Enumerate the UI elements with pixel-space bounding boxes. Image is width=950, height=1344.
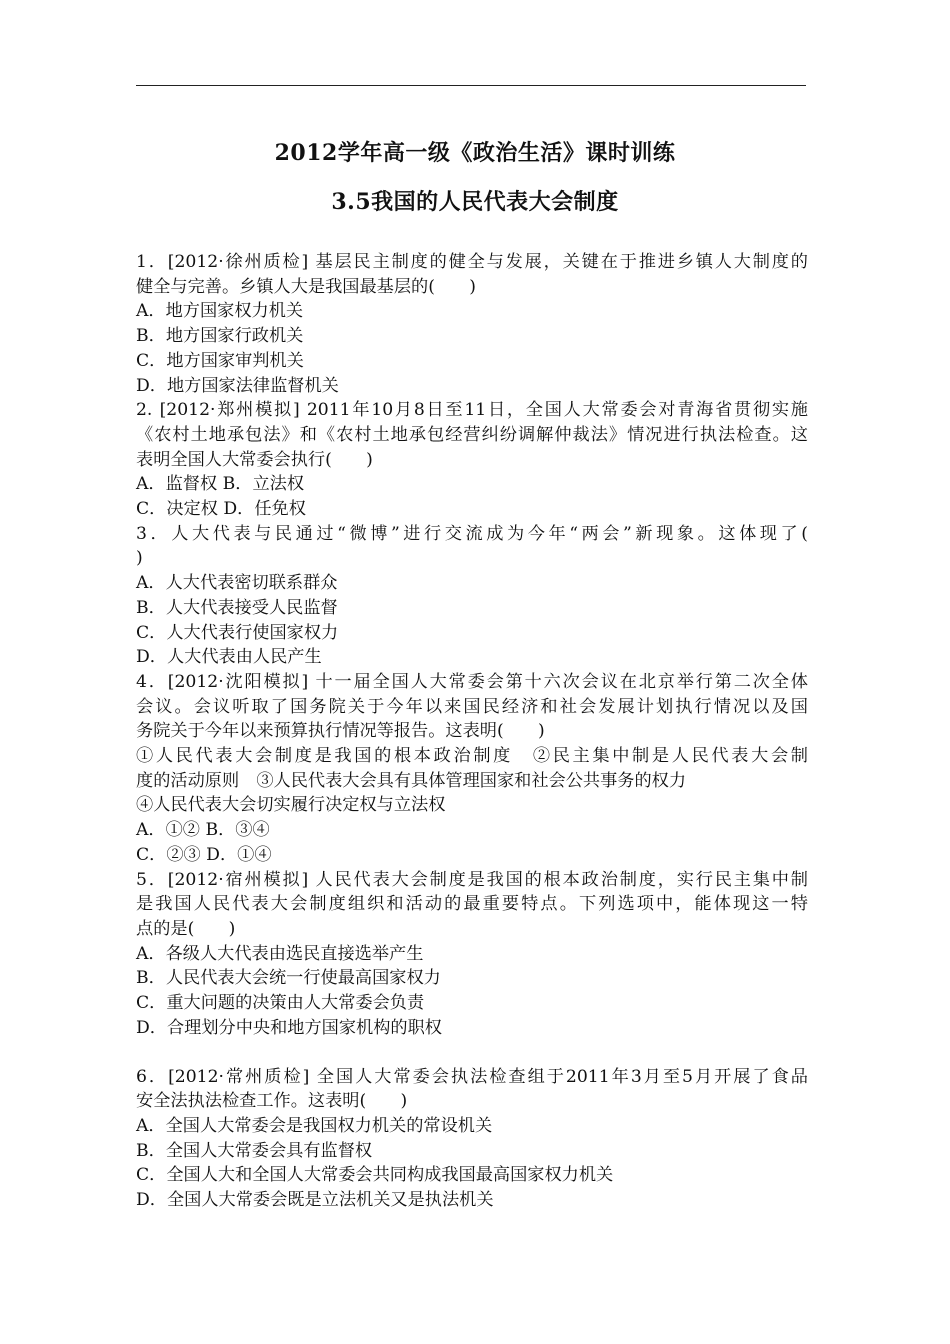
option-b: B．地方国家行政机关 xyxy=(136,326,304,347)
statement-line: ④人民代表大会切实履行决定权与立法权 xyxy=(136,795,446,816)
option-d: D．地方国家法律监督机关 xyxy=(136,375,339,396)
question-text-line: 6．[2012·常州质检] 全国人大常委会执法检查组于2011年3月至5月开展了食品 xyxy=(136,1066,808,1087)
question-2 xyxy=(136,398,808,522)
question-text-line: 点的是( ) xyxy=(136,918,236,939)
option-b: B．人民代表大会统一行使最高国家权力 xyxy=(136,968,441,989)
option-a: A．各级人大代表由选民直接选举产生 xyxy=(136,943,424,964)
option-d: D．合理划分中央和地方国家机构的职权 xyxy=(136,1017,442,1038)
question-text-line: 5．[2012·宿州模拟] 人民代表大会制度是我国的根本政治制度，实行民主集中制 xyxy=(136,869,808,890)
option-ab: A．①② B．③④ xyxy=(136,820,270,841)
option-ab: A．监督权 B．立法权 xyxy=(136,474,305,495)
option-d: D．全国人大常委会既是立法机关又是执法机关 xyxy=(136,1190,494,1211)
header-rule xyxy=(136,85,806,86)
question-text-line: 2. [2012·郑州模拟] 2011年10月8日至11日，全国人大常委会对青海省贯彻实施 xyxy=(136,400,808,421)
question-text-line: 表明全国人大常委会执行( ) xyxy=(136,449,373,470)
option-c: C．重大问题的决策由人大常委会负责 xyxy=(136,993,425,1014)
question-text-line: 4．[2012·沈阳模拟] 十一届全国人大常委会第十六次会议在北京举行第二次全体 xyxy=(136,671,808,692)
option-c: C．地方国家审判机关 xyxy=(136,350,304,371)
option-d: D．人大代表由人民产生 xyxy=(136,647,322,668)
question-text-line: 安全法执法检查工作。这表明( ) xyxy=(136,1091,408,1112)
question-text-line: 1．[2012·徐州质检] 基层民主制度的健全与发展，关键在于推进乡镇人大制度的 xyxy=(136,252,808,272)
question-5 xyxy=(136,868,808,1041)
option-a: A．人大代表密切联系群众 xyxy=(136,573,338,594)
option-cd: C．决定权 D．任免权 xyxy=(136,499,306,520)
question-3 xyxy=(136,522,808,670)
option-b: B．人大代表接受人民监督 xyxy=(136,597,338,618)
question-text-line: ) xyxy=(136,548,143,569)
blank-line xyxy=(136,1041,808,1065)
question-text-line: 务院关于今年以来预算执行情况等报告。这表明( ) xyxy=(136,721,545,742)
statement-line: 度的活动原则 ③人民代表大会具有具体管理国家和社会公共事务的权力 xyxy=(136,770,687,791)
option-c: C．全国人大和全国人大常委会共同构成我国最高国家权力机关 xyxy=(136,1165,614,1186)
page-subtitle: 3.5我国的人民代表大会制度 xyxy=(331,189,619,215)
question-text-line: 会议。会议听取了国务院关于今年以来国民经济和社会发展计划执行情况以及国 xyxy=(136,696,808,717)
question-text-line: 3．人大代表与民通过“微博”进行交流成为今年“两会”新现象。这体现了( xyxy=(136,523,808,544)
question-text-line: 《农村土地承包法》和《农村土地承包经营纠纷调解仲裁法》情况进行执法检查。这 xyxy=(136,424,808,445)
option-a: A．地方国家权力机关 xyxy=(136,301,304,322)
option-a: A．全国人大常委会是我国权力机关的常设机关 xyxy=(136,1115,493,1136)
option-cd: C．②③ D．①④ xyxy=(136,844,272,865)
question-list xyxy=(136,250,808,1213)
question-6 xyxy=(136,1065,808,1213)
option-b: B．全国人大常委会具有监督权 xyxy=(136,1140,373,1161)
page-title: 2012学年高一级《政治生活》课时训练 xyxy=(274,140,676,166)
question-1 xyxy=(136,250,808,398)
statement-line: ①人民代表大会制度是我国的根本政治制度 ②民主集中制是人民代表大会制 xyxy=(136,746,808,767)
question-text-line: 是我国人民代表大会制度组织和活动的最重要特点。下列选项中，能体现这一特 xyxy=(136,894,808,915)
option-c: C．人大代表行使国家权力 xyxy=(136,622,339,643)
question-text-line: 健全与完善。乡镇人大是我国最基层的( ) xyxy=(136,276,476,297)
question-4 xyxy=(136,670,808,868)
